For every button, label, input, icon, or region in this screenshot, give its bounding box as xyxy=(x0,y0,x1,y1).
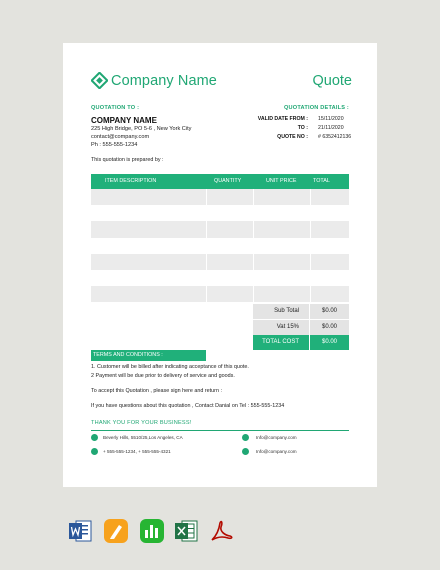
term-item: 2 Payment will be due prior to delivery of service and goods. xyxy=(91,373,235,379)
header-unit-price: UNIT PRICE xyxy=(266,178,297,184)
total-cost-label: TOTAL COST xyxy=(253,335,309,350)
word-icon[interactable] xyxy=(67,518,93,544)
client-name: COMPANY NAME xyxy=(91,116,157,125)
subtotal-row xyxy=(253,304,349,319)
term-item: 1. Customer will be billed after indicating acceptance of this quote. xyxy=(91,364,249,370)
footer-email[interactable]: Info@company.com xyxy=(256,435,297,440)
contact-note: If you have questions about this quotation , Contact Danial on Tel : 555-555-1234 xyxy=(91,403,285,409)
client-phone: Ph : 555-555-1234 xyxy=(91,142,138,148)
quotation-details-label: QUOTATION DETAILS : xyxy=(283,105,349,111)
vat-label: Vat 15% xyxy=(253,320,309,335)
footer-phones: + 555-555-1234, + 555-555-4321 xyxy=(103,449,171,454)
client-email: contact@company.com xyxy=(91,134,150,140)
prepared-by-text: This quotation is prepared by : xyxy=(91,157,164,163)
footer-divider xyxy=(91,430,349,431)
thank-you-text: THANK YOU FOR YOUR BUSINESS! xyxy=(91,420,192,426)
numbers-icon[interactable] xyxy=(139,518,165,544)
quotation-to-label: QUOTATION TO : xyxy=(91,105,140,111)
quote-number-value: # 6352412136 xyxy=(318,134,352,140)
valid-to-value: 21/11/2020 xyxy=(318,125,344,131)
pdf-icon[interactable] xyxy=(208,518,234,544)
vat-value: $0.00 xyxy=(310,320,349,335)
total-cost-value: $0.00 xyxy=(310,335,349,350)
document-title: Quote xyxy=(312,73,352,89)
column-divider xyxy=(206,189,207,302)
header-total: TOTAL xyxy=(313,178,330,184)
accept-instruction: To accept this Quotation , please sign here and return : xyxy=(91,388,222,394)
vat-row xyxy=(253,320,349,335)
header-item-description: ITEM DESCRIPTION xyxy=(105,178,157,184)
excel-icon[interactable] xyxy=(173,518,199,544)
column-divider xyxy=(310,189,311,302)
valid-from-label: VALID DATE FROM : xyxy=(257,116,308,122)
phone-icon xyxy=(91,448,98,455)
document-header xyxy=(91,71,352,91)
diamond-logo-icon xyxy=(91,72,108,89)
footer-email-secondary[interactable]: Info@company.com xyxy=(256,449,297,454)
quote-number-label: QUOTE NO : xyxy=(277,134,308,140)
client-address: 225 High Bridge, PO 5-6 , New York City xyxy=(91,126,192,132)
footer-address: Beverly Hills, 5510/25,Los Angeles, CA xyxy=(103,435,183,440)
table-header xyxy=(91,174,349,189)
mail-icon xyxy=(242,434,249,441)
valid-from-value: 15/11/2020 xyxy=(318,116,344,122)
valid-to-label: TO : xyxy=(297,125,308,131)
pages-icon[interactable] xyxy=(103,518,129,544)
subtotal-label: Sub Total xyxy=(253,304,309,319)
total-cost-row xyxy=(253,335,349,350)
terms-heading: TERMS AND CONDITIONS : xyxy=(91,350,206,361)
company-name: Company Name xyxy=(111,73,217,89)
subtotal-value: $0.00 xyxy=(310,304,349,319)
web-icon xyxy=(242,448,249,455)
quote-sheet xyxy=(63,43,377,487)
column-divider xyxy=(253,189,254,302)
location-icon xyxy=(91,434,98,441)
header-quantity: QUANTITY xyxy=(214,178,242,184)
